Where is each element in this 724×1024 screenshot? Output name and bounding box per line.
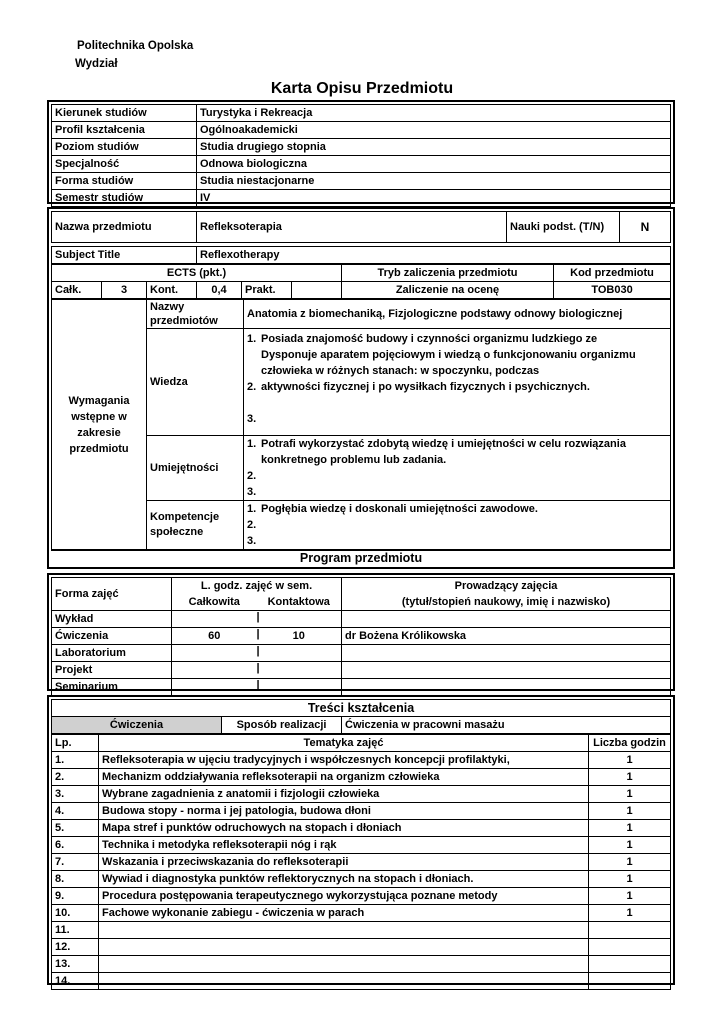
requirement-item [247,533,667,549]
content-section-title: Treści kształcenia [51,699,671,716]
requirement-text: Posiada znajomość budowy i czynności organizmu ludzkiego ze [261,333,598,345]
ects-total: 3 [102,282,147,299]
hours-label: L. godz. zajęć w sem. [172,578,342,595]
topic-lp: 2. [52,769,99,786]
general-info-table [51,104,671,207]
requirements-label: Wymagania wstępne w zakresie przedmiotu [52,300,147,550]
topic-text: Fachowe wykonanie zabiegu - ćwiczenia w parach [99,905,589,922]
topic-hours: 1 [589,752,671,769]
general-label: Kierunek studiów [52,105,197,122]
ects-contact: 0,4 [197,282,242,299]
content-type: Ćwiczenia [52,717,222,734]
teacher [342,611,671,628]
skills-list [244,436,671,501]
prerequisite-subjects: Anatomia z biomechaniką, Fizjologiczne podstawy odnowy biologicznej [244,300,671,329]
topic-lp: 7. [52,854,99,871]
topic-lp: 8. [52,871,99,888]
requirement-number: 3. [247,413,257,425]
hours-separator: | [256,628,260,640]
general-value: Odnowa biologiczna [197,156,671,173]
faculty-name: Wydział [75,58,118,70]
requirement-item [247,347,667,379]
total-hours [172,611,257,628]
topic-lp: 12. [52,939,99,956]
class-form: Laboratorium [52,645,172,662]
general-label: Specjalność [52,156,197,173]
topic-lp: 3. [52,786,99,803]
requirement-item [247,517,667,533]
topic-text [99,939,589,956]
requirement-number: 1. [247,503,257,515]
teacher-sub-label: (tytuł/stopień naukowy, imię i nazwisko) [342,594,671,611]
requirement-item [247,411,667,427]
topic-row [52,803,671,820]
topic-text: Wybrane zagadnienia z anatomii i fizjologii człowieka [99,786,589,803]
topic-row [52,769,671,786]
general-row [52,190,671,207]
topic-hours: 1 [589,871,671,888]
topic-lp: 4. [52,803,99,820]
general-value: Turystyka i Rekreacja [197,105,671,122]
program-box [47,573,675,691]
teacher: dr Bożena Królikowska [342,628,671,645]
topic-hours: 1 [589,769,671,786]
total-hours: 60 [172,628,257,645]
program-row [52,611,671,628]
requirement-item [247,436,667,468]
total-hours [172,645,257,662]
course-code-label: Kod przedmiotu [554,265,671,282]
assessment-mode-label: Tryb zaliczenia przedmiotu [342,265,554,282]
topic-text [99,973,589,990]
topic-row [52,837,671,854]
requirement-number [247,347,261,379]
topic-row [52,820,671,837]
topic-hours: 1 [589,820,671,837]
delivery-method-label: Sposób realizacji [222,717,342,734]
topic-row [52,939,671,956]
total-hours [172,662,257,679]
class-form: Seminarium [52,679,172,696]
subject-header-table [51,211,671,243]
requirement-item [247,379,667,395]
general-row [52,173,671,190]
hours-separator: | [256,679,260,691]
requirement-number: 3. [247,535,257,547]
content-type-table [51,716,671,734]
total-hours-label: Całkowita [172,594,257,611]
requirement-item [247,468,667,484]
requirement-text: aktywności fizycznej i po wysiłkach fizycznych i psychicznych. [261,381,590,393]
requirement-number: 1. [247,438,257,450]
topic-row [52,973,671,990]
general-value: Studia drugiego stopnia [197,139,671,156]
class-form: Wykład [52,611,172,628]
ects-practical-label: Prakt. [242,282,292,299]
general-value: IV [197,190,671,207]
requirement-number: 2. [247,470,257,482]
general-label: Semestr studiów [52,190,197,207]
class-form: Projekt [52,662,172,679]
topic-lp: 6. [52,837,99,854]
topic-hours: 1 [589,888,671,905]
topic-lp: 10. [52,905,99,922]
contact-hours-cell [257,611,342,628]
page-title: Karta Opisu Przedmiotu [270,80,454,97]
requirement-text [261,533,667,549]
general-info-box [47,100,675,204]
program-row [52,628,671,645]
general-row [52,139,671,156]
requirement-text: Pogłębia wiedzę i doskonali umiejętności zawodowe. [261,503,538,515]
topic-text: Wskazania i przeciwskazania do refleksoterapii [99,854,589,871]
ects-total-label: Całk. [52,282,102,299]
topic-text: Wywiad i diagnostyka punktów reflektorycznych na stopach i dłoniach. [99,871,589,888]
general-row [52,122,671,139]
teacher [342,645,671,662]
subject-name: Refleksoterapia [197,212,507,243]
contact-hours-label: Kontaktowa [257,594,342,611]
general-value: Studia niestacjonarne [197,173,671,190]
requirement-number: 1. [247,333,257,345]
ects-contact-label: Kont. [147,282,197,299]
topic-hours: 1 [589,803,671,820]
topic-lp: 9. [52,888,99,905]
general-value: Ogólnoakademicki [197,122,671,139]
requirement-text: Potrafi wykorzystać zdobytą wiedzę i umiejętności w celu rozwiązania konkretnego problemu lub zadania. [261,438,626,466]
requirement-text [261,517,667,533]
delivery-method: Ćwiczenia w pracowni masażu [342,717,671,734]
topic-hours [589,939,671,956]
topic-label: Tematyka zajęć [99,735,589,752]
total-hours [172,679,257,696]
knowledge-list [244,329,671,436]
subject-box [47,207,675,569]
ects-label: ECTS (pkt.) [52,265,342,282]
hours-separator: | [256,611,260,623]
class-form: Ćwiczenia [52,628,172,645]
topic-row [52,905,671,922]
program-section-title: Program przedmiotu [51,550,671,567]
requirement-number: 3. [247,486,257,498]
topic-text: Mechanizm oddziaływania refleksoterapii na organizm człowieka [99,769,589,786]
assessment-mode: Zaliczenie na ocenę [342,282,554,299]
topic-text: Refleksoterapia w ujęciu tradycyjnych i współczesnych koncepcji profilaktyki, [99,752,589,769]
requirement-text [261,484,667,500]
hours-separator: | [256,662,260,674]
teacher-label: Prowadzący zajęcia [342,578,671,595]
hours-separator: | [256,645,260,657]
topic-text [99,956,589,973]
topic-text: Procedura postępowania terapeutycznego wykorzystująca poznane metody [99,888,589,905]
topic-row [52,956,671,973]
hours-count-label: Liczba godzin [589,735,671,752]
requirements-table [51,299,671,550]
requirement-item [247,331,667,347]
lp-label: Lp. [52,735,99,752]
topic-lp: 13. [52,956,99,973]
requirement-number: 2. [247,519,257,531]
ects-practical [292,282,342,299]
topic-hours [589,922,671,939]
prerequisite-subjects-label: Nazwy przedmiotów [147,300,244,329]
subject-title-table [51,246,671,264]
requirement-text [261,468,667,484]
contact-hours-cell [257,628,342,645]
topic-hours: 1 [589,905,671,922]
topic-hours: 1 [589,837,671,854]
topic-text: Budowa stopy - norma i jej patologia, budowa dłoni [99,803,589,820]
skills-label: Umiejętności [147,436,244,501]
topic-row [52,786,671,803]
topic-row [52,854,671,871]
general-label: Forma studiów [52,173,197,190]
topic-lp: 11. [52,922,99,939]
university-name: Politechnika Opolska [77,40,194,52]
general-row [52,156,671,173]
topic-row [52,752,671,769]
topic-hours: 1 [589,854,671,871]
program-row [52,662,671,679]
topic-lp: 14. [52,973,99,990]
general-label: Poziom studiów [52,139,197,156]
basic-sciences-value: N [620,212,671,243]
topic-row [52,888,671,905]
contact-hours-cell [257,662,342,679]
topic-text [99,922,589,939]
topic-hours [589,956,671,973]
topic-lp: 1. [52,752,99,769]
topic-row [52,871,671,888]
subject-title: Reflexotherapy [197,247,671,264]
requirement-number: 2. [247,381,257,393]
requirement-text: Dysponuje aparatem pojęciowym i wiedzą o funkcjonowaniu organizmu człowieka w różnych stanach: w spoczynku, podczas [261,349,636,377]
program-table [51,577,671,696]
topic-lp: 5. [52,820,99,837]
general-row [52,105,671,122]
contact-hours-cell [257,645,342,662]
basic-sciences-label: Nauki podst. (T/N) [507,212,620,243]
topic-text: Mapa stref i punktów odruchowych na stopach i dłoniach [99,820,589,837]
general-label: Profil kształcenia [52,122,197,139]
requirement-item [247,501,667,517]
topic-row [52,922,671,939]
teacher [342,662,671,679]
requirement-text [261,411,667,427]
ects-table [51,264,671,299]
class-form-label: Forma zajęć [52,578,172,611]
content-box [47,695,675,985]
social-competences-list [244,501,671,550]
subject-name-label: Nazwa przedmiotu [52,212,197,243]
contact-hours-cell [257,679,342,696]
social-competences-label: Kompetencje społeczne [147,501,244,550]
teacher [342,679,671,696]
topic-hours [589,973,671,990]
topics-table [51,734,671,990]
program-row [52,645,671,662]
program-row [52,679,671,696]
subject-title-label: Subject Title [52,247,197,264]
contact-hours: 10 [292,630,305,642]
requirement-item [247,484,667,500]
topic-text: Technika i metodyka refleksoterapii nóg i rąk [99,837,589,854]
knowledge-label: Wiedza [147,329,244,436]
topic-hours: 1 [589,786,671,803]
course-code: TOB030 [554,282,671,299]
